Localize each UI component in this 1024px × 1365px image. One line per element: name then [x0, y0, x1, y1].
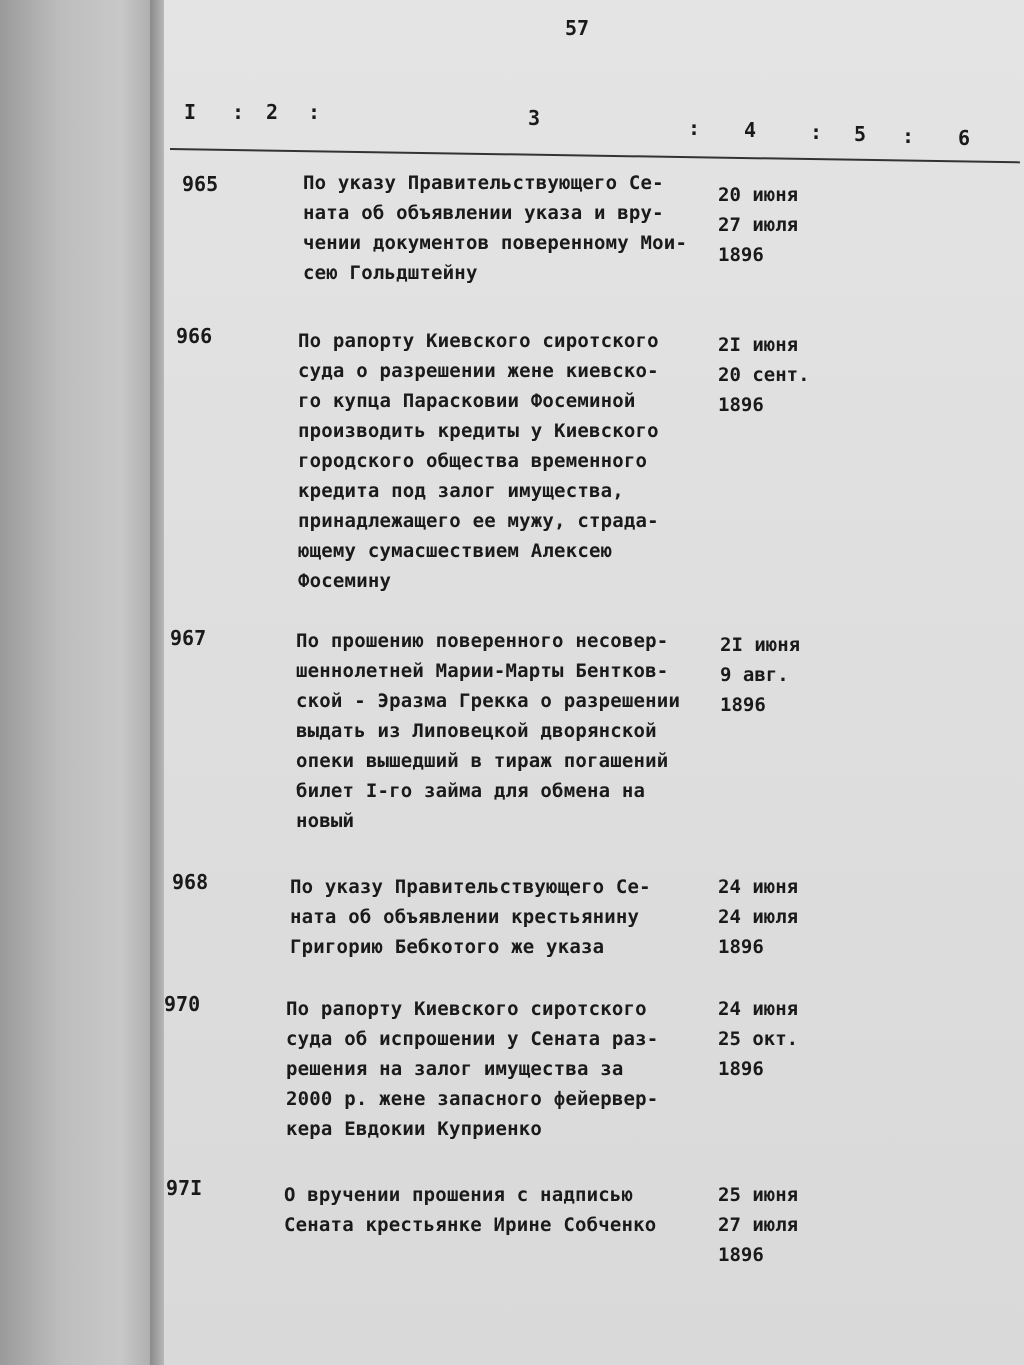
entry-title-line: новый — [296, 810, 355, 832]
entry-year: 1896 — [718, 936, 764, 958]
entry-title-line: го купца Парасковии Фосеминой — [298, 390, 636, 412]
entry-title — [286, 994, 716, 1144]
adjacent-page-edge — [0, 0, 150, 1365]
column-separator-2: : — [308, 100, 321, 124]
entry-start-date: 24 июня — [718, 998, 799, 1020]
entry-title-line: По рапорту Киевского сиротского — [298, 330, 659, 352]
page-number: 57 — [565, 16, 590, 40]
entry-number: 966 — [176, 324, 213, 348]
entry-number: 968 — [172, 870, 209, 894]
entry-title-line: По рапорту Киевского сиротского — [286, 998, 647, 1020]
entry-year: 1896 — [718, 394, 764, 416]
entry-title-line: решения на залог имущества за — [286, 1058, 624, 1080]
entry-title-line: городского общества временного — [298, 450, 648, 472]
entry-title-line: опеки вышедший в тираж погашений — [296, 750, 669, 772]
entry-title-line: ната об объявлении крестьянину — [290, 906, 640, 928]
column-separator-1: : — [232, 100, 245, 124]
entry-title — [284, 1180, 714, 1240]
entry-title-line: кера Евдокии Куприенко — [286, 1118, 543, 1140]
entry-title-line: По указу Правительствующего Се- — [290, 876, 651, 898]
entry-title-line: принадлежащего ее мужу, страда- — [298, 510, 659, 532]
entry-title-line: производить кредиты у Киевского — [298, 420, 659, 442]
entry-start-date: 2I июня — [718, 334, 799, 356]
column-separator-3: : — [688, 116, 701, 140]
entry-title-line: По прошению поверенного несовер- — [296, 630, 669, 652]
entry-year: 1896 — [718, 244, 764, 266]
entry-dates — [718, 330, 810, 420]
entry-title-line: суда об испрошении у Сената раз- — [286, 1028, 659, 1050]
entry-dates — [718, 994, 798, 1084]
entry-end-date: 9 авг. — [720, 664, 789, 686]
entry-title-line: ской - Эразма Грекка о разрешении — [296, 690, 681, 712]
column-header-5: 5 — [854, 122, 867, 146]
entry-title-line: сею Гольдштейну — [303, 262, 478, 284]
entry-dates — [720, 630, 800, 720]
entry-title-line: Григорию Бебкотого же указа — [290, 936, 605, 958]
entry-title-line: билет I-го займа для обмена на — [296, 780, 646, 802]
entry-title-line: кредита под залог имущества, — [298, 480, 624, 502]
entry-title-line: Фосемину — [298, 570, 392, 592]
entry-number: 965 — [182, 172, 219, 196]
entry-start-date: 20 июня — [718, 184, 799, 206]
column-header-4: 4 — [744, 118, 757, 142]
entry-title — [290, 872, 720, 962]
entry-end-date: 25 окт. — [718, 1028, 799, 1050]
entry-year: 1896 — [720, 694, 766, 716]
column-header-1: I — [184, 100, 197, 124]
column-header-6: 6 — [958, 126, 971, 150]
entry-title-line: суда о разрешении жене киевско- — [298, 360, 659, 382]
column-separator-4: : — [810, 120, 823, 144]
entry-title-line: ющему сумасшествием Алексею — [298, 540, 613, 562]
column-header-3: 3 — [528, 106, 541, 130]
entry-start-date: 25 июня — [718, 1184, 799, 1206]
entry-number: 970 — [164, 992, 201, 1016]
entry-number: 97I — [166, 1176, 203, 1200]
entry-title-line: 2000 р. жене запасного фейервер- — [286, 1088, 659, 1110]
entry-title-line: выдать из Липовецкой дворянской — [296, 720, 657, 742]
entry-start-date: 24 июня — [718, 876, 799, 898]
column-separator-5: : — [902, 124, 915, 148]
entry-end-date: 20 сент. — [718, 364, 810, 386]
entry-title — [303, 168, 733, 288]
entry-dates — [718, 872, 798, 962]
entry-title-line: шеннолетней Марии-Марты Бентков- — [296, 660, 669, 682]
entry-title — [298, 326, 728, 596]
entry-year: 1896 — [718, 1244, 764, 1266]
entry-title — [296, 626, 726, 836]
column-header-2: 2 — [266, 100, 279, 124]
entry-end-date: 27 июля — [718, 1214, 799, 1236]
entry-title-line: По указу Правительствующего Се- — [303, 172, 664, 194]
column-header-row — [170, 100, 1004, 150]
entry-title-line: ната об объявлении указа и вру- — [303, 202, 664, 224]
entry-dates — [718, 1180, 798, 1270]
entry-title-line: Сената крестьянке Ирине Собченко — [284, 1214, 657, 1236]
entry-dates — [718, 180, 798, 270]
entry-start-date: 2I июня — [720, 634, 801, 656]
entry-end-date: 27 июля — [718, 214, 799, 236]
entry-number: 967 — [170, 626, 207, 650]
entry-title-line: О вручении прошения с надписью — [284, 1184, 634, 1206]
entry-end-date: 24 июля — [718, 906, 799, 928]
entry-title-line: чении документов поверенному Мои- — [303, 232, 688, 254]
entry-year: 1896 — [718, 1058, 764, 1080]
binding-gutter — [150, 0, 164, 1365]
